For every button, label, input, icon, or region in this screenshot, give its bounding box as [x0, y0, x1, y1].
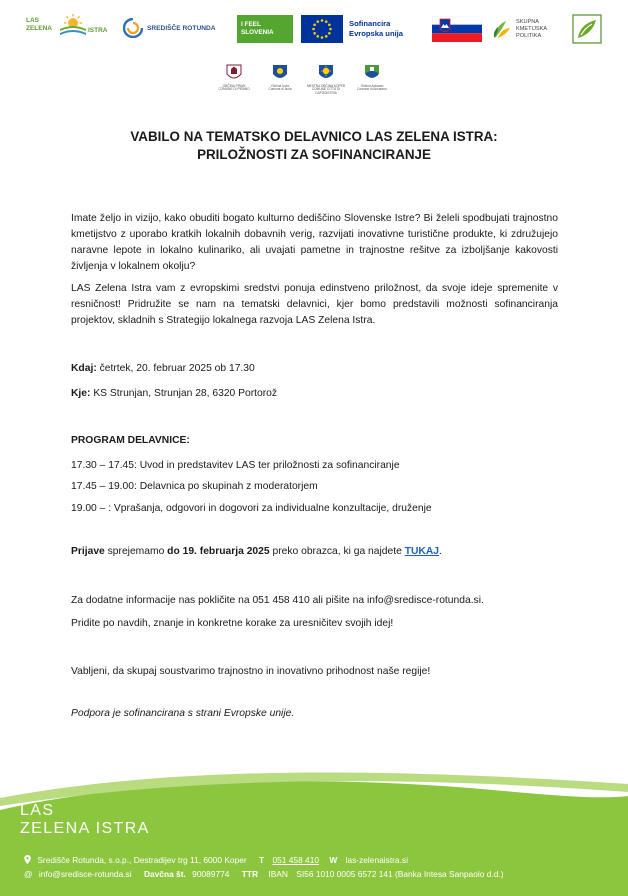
program-heading: PROGRAM DELAVNICE: [71, 435, 190, 446]
title-line-2: PRILOŽNOSTI ZA SOFINANCIRANJE [197, 147, 431, 162]
las-logo-text-2: ZELENA [26, 25, 52, 32]
piran-logo [214, 63, 254, 92]
eu-star [313, 23, 316, 26]
skupna-kmetijska-politika-logo [492, 14, 564, 44]
izola-crest-icon [271, 63, 289, 83]
eu-star [325, 35, 328, 38]
eu-star [325, 20, 328, 23]
leader-logo [572, 14, 602, 44]
cap-leaves-icon [492, 18, 512, 40]
las-zelena-istra-logo [26, 14, 116, 44]
footer-tax-label: Davčna št. [143, 869, 186, 879]
koper-logo [306, 63, 346, 95]
footer-web: las-zelenaistra.si [345, 855, 408, 865]
invite-text: Vabljeni, da skupaj soustvarimo trajnostno in inovativno prihodnost naše regije! [71, 666, 431, 677]
program-item-2: 17.45 – 19.00: Delavnica po skupinah z moderatorjem [71, 481, 318, 492]
skp-text-2: KMETIJSKA [516, 25, 548, 32]
program-item-1: 17.30 – 17.45: Uvod in predstavitev LAS ter priložnosti za sofinanciranje [71, 460, 400, 471]
signup-text-2: sprejemamo [104, 546, 168, 557]
piran-crest-icon [225, 63, 243, 83]
title-line-1: VABILO NA TEMATSKO DELAVNICO LAS ZELENA ISTRA: [130, 129, 498, 144]
signup-text-5: . [439, 546, 442, 557]
footer-las-line-2: ZELENA ISTRA [20, 820, 150, 837]
intro-paragraph-1: Imate željo in vizijo, kako obuditi bogato kulturno dediščino Slovenske Istre? Bi želeli spodbujati trajnostno kmetijstvo z uporabo kratkih lokalnih dobavnih verig, razvijati inovativne turistične produkte, ki združujejo naravne lepote in lokalno kulinariko, ali uvajati pametne in trajnostne rešitve za izboljšanje kakovosti življenja v lokalnem okolju? [71, 213, 558, 272]
footer-iban-label: IBAN [268, 869, 288, 879]
support-text: Podpora je sofinancirana s strani Evropske unije. [71, 708, 295, 719]
las-logo-text-3: ISTRA [88, 27, 108, 34]
footer-ttr-label: TTR [241, 869, 259, 879]
contact-info: Za dodatne informacije nas pokličite na 051 458 410 ali pišite na info@sredisce-rotunda.si. [71, 595, 484, 606]
eu-star [313, 32, 316, 35]
ankaran-label: Občina Ankaran Comune di Ancarano [357, 83, 387, 92]
rotunda-logo-text: SREDIŠČE ROTUNDA [147, 24, 216, 32]
signup-deadline: do 19. februarja 2025 [167, 546, 270, 557]
izola-logo [260, 63, 300, 92]
footer-las-line-1: LAS [20, 802, 55, 819]
footer-email-label: @ [24, 869, 33, 879]
piran-label: OBČINA PIRAN COMUNE DI PIRANO [218, 83, 250, 92]
eu-star [328, 23, 331, 26]
ifeel-text-1: I FEEL [241, 21, 261, 28]
eu-star [321, 36, 324, 39]
ankaran-crest-icon [363, 63, 381, 83]
location-pin-icon [24, 855, 31, 864]
eu-star [328, 32, 331, 35]
eu-cofunded-logo [301, 14, 425, 44]
footer-iban: SI56 1010 0005 6572 141 (Banka Intesa Sanpaolo d.d.) [296, 869, 504, 879]
koper-label: MESTNA OBČINA KOPER COMUNE CITTÀ DI CAPODISTRIA [306, 83, 346, 95]
i-feel-slovenia-logo [237, 15, 293, 43]
footer-row-2 [24, 869, 503, 879]
event-when [71, 362, 255, 376]
when-label: Kdaj: [71, 363, 97, 374]
footer-web-label: W [329, 855, 338, 865]
eu-star [321, 19, 324, 22]
logo-bar [26, 12, 606, 48]
footer-email: info@sredisce-rotunda.si [38, 869, 132, 879]
come-text: Pridite po navdih, znanje in konkretne korake za uresničitev svojih idej! [71, 618, 394, 629]
signup-form-link[interactable]: TUKAJ [404, 546, 440, 557]
skp-text-1: SKUPNA [516, 18, 540, 25]
eu-star [312, 28, 315, 31]
skp-text-3: POLITIKA [516, 32, 542, 39]
eu-star [316, 35, 319, 38]
intro-paragraph-2: LAS Zelena Istra vam z evropskimi sredstvi ponuja edinstveno priložnost, da svoje ideje spremenite v resničnost! Pridružite se nam na tematski delavnici, kjer bomo predstavili možnosti sofinanciranja projektov, skladnih s Strategijo lokalnega razvoja LAS Zelena Istra. [71, 283, 558, 326]
where-label: Kje: [71, 388, 91, 399]
izola-label: Občina Izola Comune di Isola [268, 83, 292, 92]
eu-star [316, 20, 319, 23]
signup-label: Prijave [71, 546, 105, 557]
where-value: KS Strunjan, Strunjan 28, 6320 Portorož [90, 388, 278, 399]
when-value: četrtek, 20. februar 2025 ob 17.30 [96, 363, 255, 374]
footer-las-logo [20, 802, 150, 838]
eu-star [329, 28, 332, 31]
sun-wave-icon [58, 14, 88, 38]
footer-row-1 [24, 855, 408, 865]
program-item-3: 19.00 – : Vprašanja, odgovori in dogovori za individualne konzultacije, druženje [71, 503, 432, 514]
signup-text [71, 545, 442, 559]
event-where [71, 387, 277, 401]
signup-text-4: preko obrazca, ki ga najdete [269, 546, 405, 557]
eu-text-1: Sofinancira [349, 19, 391, 28]
ankaran-logo [352, 63, 392, 92]
las-logo-text-1: LAS [26, 17, 39, 24]
ifeel-text-2: SLOVENIA [241, 29, 274, 36]
eu-flag-icon [301, 15, 343, 43]
eu-text-2: Evropska unija [349, 29, 404, 38]
footer-address: Središče Rotunda, s.o.p., Destradijev trg 11, 6000 Koper [37, 855, 247, 865]
footer-phone-label: T [259, 855, 265, 865]
rotunda-icon [123, 18, 143, 38]
slovenia-flag-icon [432, 16, 482, 42]
koper-crest-icon [317, 63, 335, 83]
municipality-logos [214, 63, 394, 99]
footer-phone-link[interactable]: 051 458 410 [272, 855, 320, 865]
footer-tax: 90089774 [192, 869, 230, 879]
leader-leaf-icon [572, 14, 602, 44]
sredisce-rotunda-logo [123, 16, 233, 40]
invitation-title [60, 128, 568, 164]
